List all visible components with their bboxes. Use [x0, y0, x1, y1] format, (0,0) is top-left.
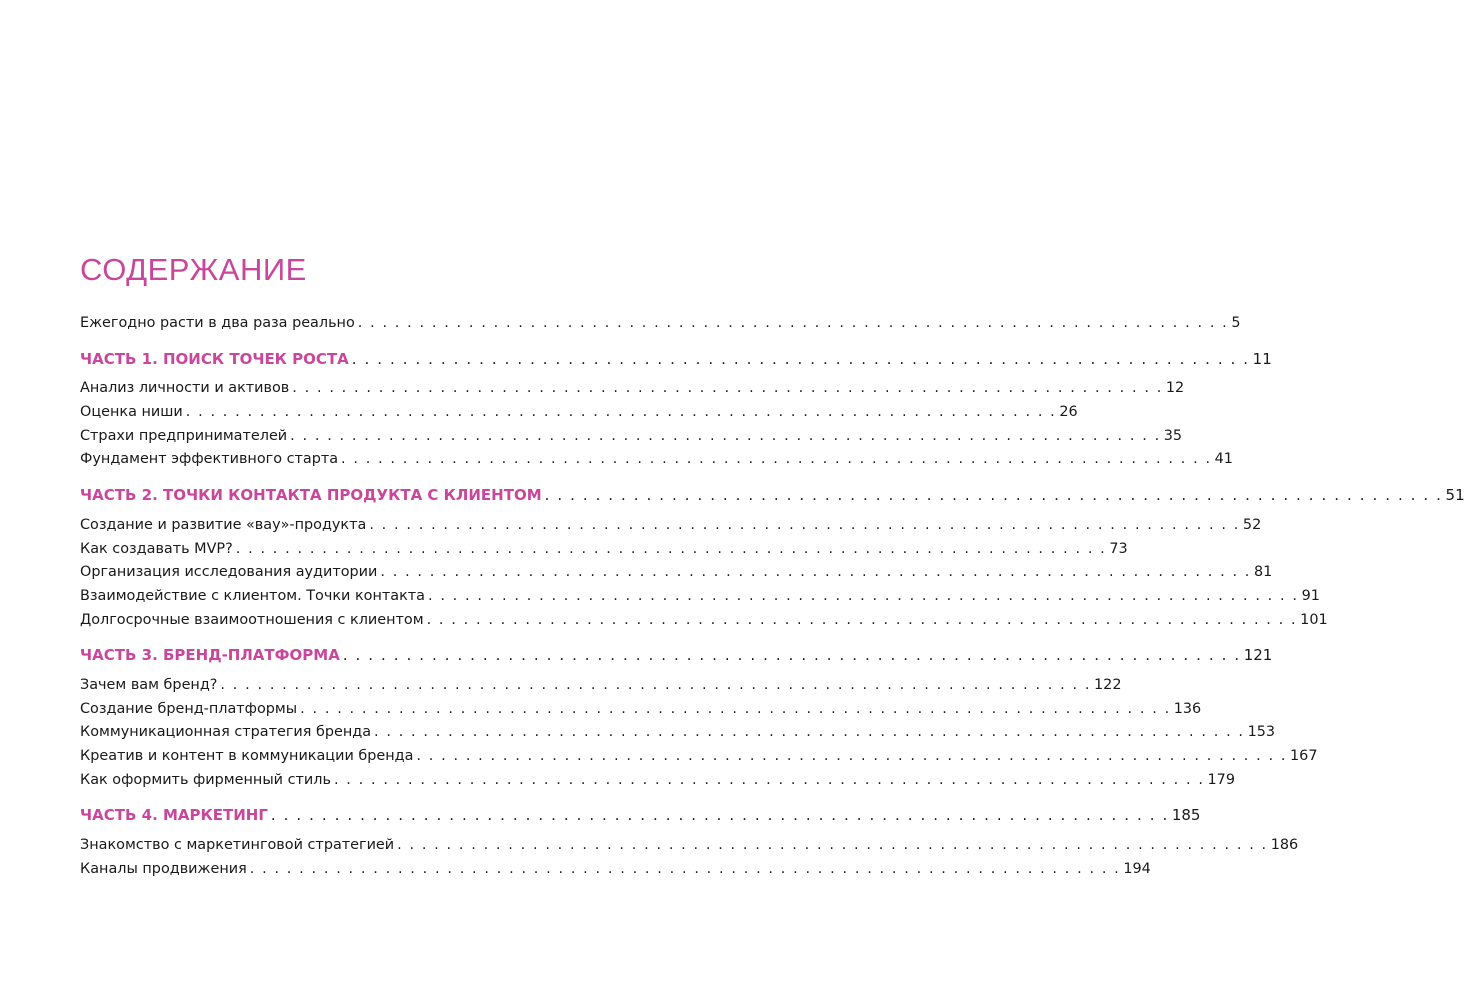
chapter-title: Организация исследования аудитории: [80, 564, 378, 581]
toc-body: [80, 312, 1465, 881]
chapter-title: Страхи предпринимателей: [80, 427, 288, 444]
dot-leader: . . . . . . . . . . . . . . . . . . . . . . . . . . . . . . . . . . . . . . . . . . . . . . . . . . . . . . . . . . . . . . . . . . . . . . .: [235, 540, 1107, 557]
page-number: 26: [1059, 404, 1078, 421]
dot-leader: . . . . . . . . . . . . . . . . . . . . . . . . . . . . . . . . . . . . . . . . . . . . . . . . . . . . . . . . . . . . . . . . . . . . . . .: [270, 806, 1169, 825]
part-title: ЧАСТЬ 2. ТОЧКИ КОНТАКТА ПРОДУКТА С КЛИЕНТОМ: [80, 486, 542, 505]
toc-entry-row[interactable]: [80, 721, 1276, 745]
toc-entry-row[interactable]: [80, 312, 1241, 336]
chapter-title: Как оформить фирменный стиль: [80, 771, 331, 788]
chapter-title: Знакомство с маркетинговой стратегией: [80, 837, 395, 854]
toc-entry-row[interactable]: [80, 561, 1273, 585]
chapter-title: Анализ личности и активов: [80, 380, 290, 397]
chapter-title: Взаимодействие с клиентом. Точки контакта: [80, 587, 425, 604]
dot-leader: . . . . . . . . . . . . . . . . . . . . . . . . . . . . . . . . . . . . . . . . . . . . . . . . . . . . . . . . . . . . . . . . . . . . . . .: [374, 724, 1245, 741]
dot-leader: . . . . . . . . . . . . . . . . . . . . . . . . . . . . . . . . . . . . . . . . . . . . . . . . . . . . . . . . . . . . . . . . . . . . . . .: [544, 486, 1443, 505]
toc-entry-row[interactable]: [80, 769, 1235, 793]
dot-leader: . . . . . . . . . . . . . . . . . . . . . . . . . . . . . . . . . . . . . . . . . . . . . . . . . . . . . . . . . . . . . . . . . . . . . . .: [292, 380, 1163, 397]
chapter-title: Как создавать MVP?: [80, 540, 233, 557]
dot-leader: . . . . . . . . . . . . . . . . . . . . . . . . . . . . . . . . . . . . . . . . . . . . . . . . . . . . . . . . . . . . . . . . . . . . . . .: [300, 700, 1171, 717]
dot-leader: . . . . . . . . . . . . . . . . . . . . . . . . . . . . . . . . . . . . . . . . . . . . . . . . . . . . . . . . . . . . . . . . . . . . . . .: [249, 860, 1121, 877]
table-of-contents: [80, 250, 1465, 881]
toc-entry-row[interactable]: [80, 448, 1233, 472]
chapter-title: Оценка ниши: [80, 404, 183, 421]
dot-leader: . . . . . . . . . . . . . . . . . . . . . . . . . . . . . . . . . . . . . . . . . . . . . . . . . . . . . . . . . . . . . . . . . . . . . . .: [357, 315, 1229, 331]
toc-entry-row[interactable]: [80, 674, 1122, 698]
dot-leader: . . . . . . . . . . . . . . . . . . . . . . . . . . . . . . . . . . . . . . . . . . . . . . . . . . . . . . . . . . . . . . . . . . . . . . .: [290, 427, 1161, 444]
page-number: 12: [1165, 380, 1185, 397]
page-number: 5: [1231, 315, 1241, 331]
chapter-title: Зачем вам бренд?: [80, 676, 218, 693]
toc-entry-row[interactable]: [80, 858, 1151, 882]
group-spacer: [80, 472, 626, 484]
page-number: 35: [1163, 427, 1183, 444]
toc-entry-row[interactable]: [80, 538, 1128, 562]
page-number: 194: [1123, 860, 1151, 877]
group-spacer: [80, 336, 626, 348]
page-number: 51: [1445, 486, 1465, 505]
dot-leader: . . . . . . . . . . . . . . . . . . . . . . . . . . . . . . . . . . . . . . . . . . . . . . . . . . . . . . . . . . . . . . . . . . . . . . .: [397, 837, 1268, 854]
page-number: 122: [1094, 676, 1122, 693]
dot-leader: . . . . . . . . . . . . . . . . . . . . . . . . . . . . . . . . . . . . . . . . . . . . . . . . . . . . . . . . . . . . . . . . . . . . . . .: [416, 748, 1288, 764]
page-number: 41: [1214, 451, 1233, 468]
page-number: 185: [1171, 806, 1201, 825]
dot-leader: . . . . . . . . . . . . . . . . . . . . . . . . . . . . . . . . . . . . . . . . . . . . . . . . . . . . . . . . . . . . . . . . . . . . . . .: [351, 349, 1250, 368]
toc-entry-row[interactable]: [80, 585, 1320, 609]
part-title: ЧАСТЬ 3. БРЕНД-ПЛАТФОРМА: [80, 646, 340, 665]
dot-leader: . . . . . . . . . . . . . . . . . . . . . . . . . . . . . . . . . . . . . . . . . . . . . . . . . . . . . . . . . . . . . . . . . . . . . . .: [380, 564, 1251, 581]
toc-part-row[interactable]: [80, 644, 1273, 668]
page-number: 121: [1243, 646, 1273, 665]
toc-entry-row[interactable]: [80, 425, 1183, 449]
page-number: 81: [1253, 564, 1273, 581]
toc-entry-row[interactable]: [80, 609, 1328, 633]
page-number: 136: [1173, 700, 1202, 717]
toc-entry-row[interactable]: [80, 401, 1078, 425]
page-number: 11: [1252, 349, 1272, 368]
dot-leader: . . . . . . . . . . . . . . . . . . . . . . . . . . . . . . . . . . . . . . . . . . . . . . . . . . . . . . . . . . . . . . . . . . . . . . .: [185, 404, 1057, 421]
chapter-title: Ежегодно расти в два раза реально: [80, 315, 355, 331]
page-number: 167: [1290, 748, 1318, 764]
toc-title: СОДЕРЖАНИЕ: [80, 252, 307, 287]
dot-leader: . . . . . . . . . . . . . . . . . . . . . . . . . . . . . . . . . . . . . . . . . . . . . . . . . . . . . . . . . . . . . . . . . . . . . . .: [333, 771, 1205, 788]
page-number: 52: [1242, 516, 1262, 533]
group-spacer: [80, 632, 626, 644]
chapter-title: Фундамент эффективного старта: [80, 451, 339, 468]
dot-leader: . . . . . . . . . . . . . . . . . . . . . . . . . . . . . . . . . . . . . . . . . . . . . . . . . . . . . . . . . . . . . . . . . . . . . . .: [427, 587, 1299, 604]
part-title: ЧАСТЬ 4. МАРКЕТИНГ: [80, 806, 268, 825]
dot-leader: . . . . . . . . . . . . . . . . . . . . . . . . . . . . . . . . . . . . . . . . . . . . . . . . . . . . . . . . . . . . . . . . . . . . . . .: [220, 676, 1092, 693]
page-number: 101: [1300, 611, 1328, 628]
page-number: 153: [1247, 724, 1276, 741]
chapter-title: Креатив и контент в коммуникации бренда: [80, 748, 414, 764]
chapter-title: Долгосрочные взаимоотношения с клиентом: [80, 611, 424, 628]
toc-entry-row[interactable]: [80, 514, 1262, 538]
toc-entry-row[interactable]: [80, 745, 1318, 769]
toc-entry-row[interactable]: [80, 698, 1202, 722]
toc-part-row[interactable]: [80, 484, 1465, 508]
chapter-title: Коммуникационная стратегия бренда: [80, 724, 372, 741]
page-number: 186: [1270, 837, 1299, 854]
chapter-title: Создание бренд-платформы: [80, 700, 298, 717]
dot-leader: . . . . . . . . . . . . . . . . . . . . . . . . . . . . . . . . . . . . . . . . . . . . . . . . . . . . . . . . . . . . . . . . . . . . . . .: [341, 451, 1212, 468]
page-number: 73: [1109, 540, 1128, 557]
chapter-title: Каналы продвижения: [80, 860, 247, 877]
page-number: 91: [1301, 587, 1320, 604]
page-number: 179: [1207, 771, 1235, 788]
chapter-title: Создание и развитие «вау»-продукта: [80, 516, 367, 533]
part-title: ЧАСТЬ 1. ПОИСК ТОЧЕК РОСТА: [80, 349, 349, 368]
dot-leader: . . . . . . . . . . . . . . . . . . . . . . . . . . . . . . . . . . . . . . . . . . . . . . . . . . . . . . . . . . . . . . . . . . . . . . .: [426, 611, 1298, 628]
toc-entry-row[interactable]: [80, 377, 1185, 401]
toc-part-row[interactable]: [80, 804, 1201, 828]
dot-leader: . . . . . . . . . . . . . . . . . . . . . . . . . . . . . . . . . . . . . . . . . . . . . . . . . . . . . . . . . . . . . . . . . . . . . . .: [369, 516, 1240, 533]
toc-entry-row[interactable]: [80, 834, 1299, 858]
group-spacer: [80, 792, 626, 804]
dot-leader: . . . . . . . . . . . . . . . . . . . . . . . . . . . . . . . . . . . . . . . . . . . . . . . . . . . . . . . . . . . . . . . . . . . . . . .: [342, 646, 1241, 665]
toc-part-row[interactable]: [80, 348, 1272, 372]
